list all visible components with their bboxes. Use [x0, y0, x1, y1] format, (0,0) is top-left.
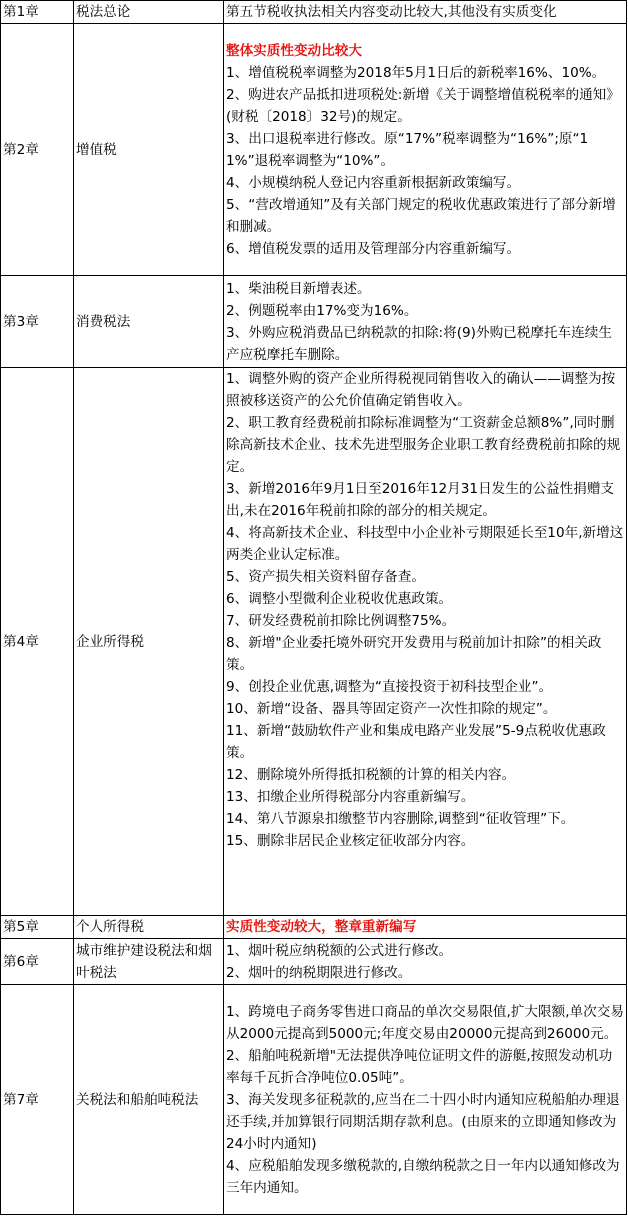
change-item: 14、第八节源泉扣缴整节内容删除,调整到“征收管理”下。: [226, 811, 575, 827]
change-cell: [224, 1, 627, 24]
change-item: 8、新增"企业委托境外研究开发费用与税前加计扣除”的相关政策。: [226, 635, 602, 673]
change-item: 6、增值税发票的适用及管理部分内容重新编写。: [226, 240, 521, 257]
change-item: 12、删除境外所得抵扣税额的计算的相关内容。: [226, 767, 516, 783]
change-item: 11、新增“鼓励软件产业和集成电路产业发展”5-9点税收优惠政策。: [226, 723, 606, 761]
chapter-cell: 第4章: [1, 368, 74, 916]
change-item: 15、删除非居民企业核定征收部分内容。: [226, 833, 475, 849]
change-item: 3、新增2016年9月1日至2016年12月31日发生的公益性捐赠支出,未在2016年税前扣除的部分的相关规定。: [226, 481, 615, 519]
change-item: 6、调整小型微利企业税收优惠政策。: [226, 591, 453, 607]
table-row: [1, 1, 627, 24]
change-cell: [224, 985, 627, 1215]
change-item: 7、研发经费税前扣除比例调整75%。: [226, 613, 456, 629]
topic-cell: 消费税法: [74, 276, 224, 368]
chapter-cell: 第2章: [1, 24, 74, 276]
change-item: 3、出口退税率进行修改。原“17%”税率调整为“16%”;原“11%”退税率调整为“10%”。: [226, 130, 589, 169]
change-item: 2、例题税率由17%变为16%。: [226, 302, 418, 319]
change-cell: [224, 24, 627, 276]
table-row: [1, 368, 627, 916]
change-list: [226, 368, 624, 915]
topic-cell: 企业所得税: [74, 368, 224, 916]
table-row: [1, 939, 627, 985]
change-item: 9、创投企业优惠,调整为“直接投资于初科技型企业”。: [226, 679, 553, 695]
chapter-cell: 第6章: [1, 939, 74, 985]
table-row: [1, 276, 627, 368]
change-item: 4、应税船舶发现多缴税款的,自缴纳税款之日一年内以通知修改为三年内通知。: [226, 1157, 620, 1196]
change-item: 13、扣缴企业所得税部分内容重新编写。: [226, 789, 475, 805]
change-item: 3、外购应税消费品已纳税款的扣除:将(9)外购已税摩托车连续生产应税摩托车删除。: [226, 324, 612, 363]
change-item: 5、资产损失相关资料留存备查。: [226, 569, 425, 585]
chapter-cell: 第5章: [1, 916, 74, 939]
change-cell: [224, 276, 627, 368]
change-item: 1、跨境电子商务零售进口商品的单次交易限值,扩大限额,单次交易从2000元提高到5000元;年度交易由20000元提高到26000元。: [226, 1003, 624, 1042]
change-item: 1、烟叶税应纳税额的公式进行修改。: [226, 942, 453, 959]
change-item: 4、将高新技术企业、科技型中小企业补亏期限延长至10年,新增这两类企业认定标准。: [226, 525, 624, 563]
change-item: 4、小规模纳税人登记内容重新根据新政策编写。: [226, 174, 521, 191]
table-row: [1, 916, 627, 939]
change-item: 1、柴油税目新增表述。: [226, 280, 371, 297]
change-item: 第五节税收执法相关内容变动比较大,其他没有实质变化: [226, 4, 557, 20]
highlight-note: 实质性变动较大，整章重新编写: [226, 919, 417, 935]
change-item: 2、购进农产品抵扣进项税处:新增《关于调整增值税税率的通知》(财税〔2018〕32号)的规定。: [226, 86, 620, 125]
table-row: [1, 24, 627, 276]
topic-cell: 增值税: [74, 24, 224, 276]
change-item: 2、职工教育经费税前扣除标准调整为“工资薪金总额8%”,同时删除高新技术企业、技术先进型服务企业职工教育经费税前扣除的规定。: [226, 415, 621, 475]
topic-cell: 税法总论: [74, 1, 224, 24]
chapter-cell: 第3章: [1, 276, 74, 368]
topic-cell: 关税法和船舶吨税法: [74, 985, 224, 1215]
change-item: 10、新增“设备、器具等固定资产一次性扣除的规定”。: [226, 701, 557, 717]
chapter-cell: 第7章: [1, 985, 74, 1215]
change-item: 3、海关发现多征税款的,应当在二十四小时内通知应税船舶办理退还手续,并加算银行同期活期存款利息。(由原来的立即通知修改为24小时内通知): [226, 1091, 620, 1152]
change-cell: [224, 916, 627, 939]
change-cell: [224, 368, 627, 916]
change-item: 2、烟叶的纳税期限进行修改。: [226, 964, 412, 981]
change-item: 1、调整外购的资产企业所得税视同销售收入的确认——调整为按照被移送资产的公允价值确定销售收入。: [226, 371, 616, 409]
chapter-cell: 第1章: [1, 1, 74, 24]
change-item: 1、增值税税率调整为2018年5月1日后的新税率16%、10%。: [226, 64, 606, 81]
change-item: 5、“营改增通知”及有关部门规定的税收优惠政策进行了部分新增和删减。: [226, 196, 616, 235]
change-cell: [224, 939, 627, 985]
table-row: [1, 985, 627, 1215]
topic-cell: 城市维护建设税法和烟叶税法: [74, 939, 224, 985]
change-item: 2、船舶吨税新增"无法提供净吨位证明文件的游艇,按照发动机功率每千瓦折合净吨位0.05吨”。: [226, 1047, 613, 1086]
highlight-note: 整体实质性变动比较大: [226, 42, 362, 59]
topic-cell: 个人所得税: [74, 916, 224, 939]
